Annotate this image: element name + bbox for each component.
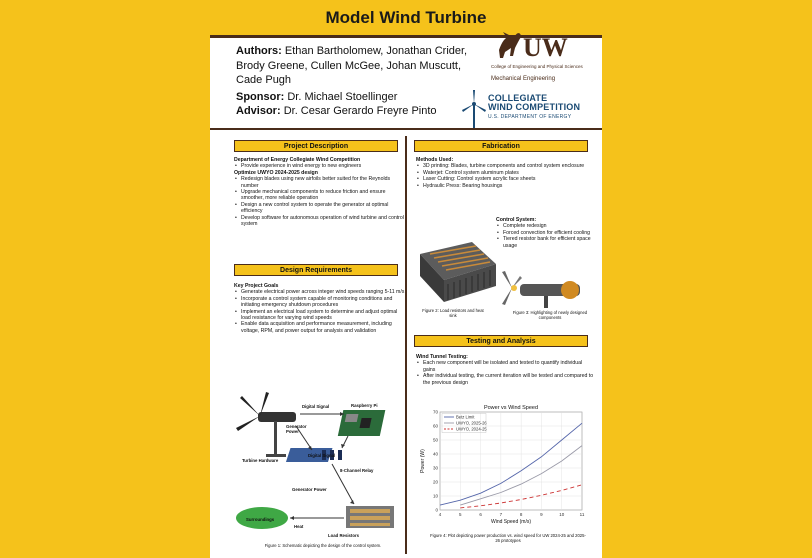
advisor-line [236,104,486,119]
control-bullet: • Forced convection for efficient cooling [496,230,596,236]
testing-heading: Testing and Analysis [414,335,588,347]
cwc-title [488,94,580,112]
y-tick-label: 60 [432,423,438,429]
relay-label: 8-Channel Relay [340,468,374,473]
project-description-body [234,157,406,227]
heat-label: Heat [294,524,304,529]
testing-list [416,360,596,386]
load-resistors-icon [346,506,394,528]
dr-bullet: • Implement an electrical load system to determine and adjust optimal load resistance for varying wind speeds [234,309,406,322]
x-tick-label: 10 [559,512,565,517]
fab-bullet: • 3D printing: Blades, turbine components and control system enclosure [416,163,596,169]
y-tick-label: 10 [432,493,438,499]
x-tick-label: 4 [438,512,442,517]
control-list [496,223,596,249]
cwc-line-2: WIND COMPETITION [488,102,581,112]
fab-subheading: Methods Used: [416,157,454,163]
y-tick-label: 30 [432,465,438,471]
legend-entry: Betz Limit [456,414,475,420]
x-tick-label: 7 [499,512,503,517]
design-requirements-heading: Design Requirements [234,264,398,276]
dr-bullet: • Incorporate a control system capable of monitoring conditions and initiating emergency shutdown procedures [234,296,406,309]
pd-bullet: • Provide experience in wind energy to new engineers [234,163,406,169]
sponsor-label: Sponsor: [236,90,285,103]
load-resistors-label: Load Resistors [328,533,360,538]
info-block [236,44,486,119]
x-tick-label: 5 [459,512,462,517]
fab-list [416,163,596,189]
legend-entry: UWYO, 2024-25 [456,426,487,432]
turbine-hardware-label: Turbine Hardware [242,458,279,463]
fab-bullet: • Laser Cutting: Control system acrylic face sheets [416,176,596,182]
dr-bullet: • Enable data acquisition and performance measurement, including voltage, RPM, and power output for analysis and validation [234,321,406,334]
generator-power-label-1: Generator Power [286,424,307,434]
y-tick-label: 40 [432,451,438,457]
sponsor-line [236,90,486,105]
turbine-components-render [500,268,596,308]
fab-bullet: • Hydraulic Press: Bearing housings [416,183,596,189]
testing-bullet: • Each new component will be isolated and tested to quantify individual gains [416,360,596,373]
pd-line-2: Optimize UWYO 2024-2025 design [234,169,318,176]
x-tick-label: 8 [519,512,523,517]
x-tick-label: 11 [579,512,585,517]
authors-names: Ethan Bartholomew, Jonathan Crider, Brody Greene, Cullen McGee, Johan Muscutt, Cade Pugh [236,45,468,86]
y-tick-label: 20 [432,479,438,485]
dr-subheading: Key Project Goals [234,283,279,289]
pd-line-1: Department of Energy Collegiate Wind Competition [234,157,361,163]
uw-bucking-horse-icon [493,28,588,62]
cwc-doe-text: U.S. DEPARTMENT OF ENERGY [488,114,572,120]
fabrication-heading: Fabrication [414,140,588,152]
authors-line [236,44,486,88]
power-vs-wind-speed-chart [416,400,594,532]
x-tick-label: 6 [479,512,482,517]
dr-list [234,289,406,334]
uw-logo [485,28,595,96]
generator-power-label-2: Generator Power [292,487,327,492]
poster-title: Model Wind Turbine [325,7,487,27]
y-tick-label: 50 [432,437,438,443]
pd-bullet: • Upgrade mechanical components to reduce friction and ensure smoother, more reliable operation [234,189,406,202]
y-tick-label: 0 [435,507,438,513]
pd-list-1 [234,163,406,169]
load-resistors-photo [416,236,500,308]
cwc-line-1: COLLEGIATE [488,93,548,103]
x-tick-label: 9 [540,512,543,517]
testing-subheading: Wind Tunnel Testing: [416,354,468,360]
poster [210,0,602,558]
pd-bullet: • Develop software for autonomous operation of wind turbine and control system [234,215,406,228]
control-system-schematic [230,388,406,550]
pd-bullet: • Redesign blades using new airfoils better suited for the Reynolds number [234,176,406,189]
testing-bullet: • After individual testing, the current iteration will be tested and compared to the previous design [416,373,596,386]
section-divider [210,128,602,130]
authors-label: Authors: [236,45,282,57]
figure-3-caption: Figure 3: Highlighting of newly designed components [512,310,588,320]
control-heading: Control System: [496,217,537,223]
raspberry-pi-icon [338,410,386,436]
design-requirements-body [234,283,406,334]
advisor-name: Dr. Cesar Gerardo Freyre Pinto [283,105,437,117]
fab-bullet: • Waterjet: Control system aluminum plates [416,170,596,176]
wind-turbine-logo-icon [462,90,486,128]
uw-dept-text: Mechanical Engineering [491,76,556,82]
digital-signal-label-2: Digital Signal [308,453,336,458]
uw-mark-text: UW [523,33,568,62]
legend-entry: UWYO, 2025-26 [456,420,487,426]
figure-4-caption: Figure 4: Plot depicting power production vs. wind speed for UW 2024-25 and 2025-26 prototypes [430,533,586,543]
surroundings-label: Surroundings [246,517,275,522]
project-description-heading: Project Description [234,140,398,152]
uw-college-text: College of Engineering and Physical Sciences [491,64,583,69]
fabrication-body [416,157,596,189]
y-axis-label: Power (W) [420,449,426,473]
y-tick-label: 70 [432,409,438,415]
advisor-label: Advisor: [236,105,281,117]
chart-title: Power vs Wind Speed [483,405,539,411]
pd-list-2 [234,176,406,227]
dr-bullet: • Generate electrical power across integer wind speeds ranging 5-11 m/s [234,289,406,295]
control-bullet: • Complete redesign [496,223,596,229]
figure-2-caption: Figure 2: Load resistors and heat sink [422,308,484,318]
figure-1-caption: Figure 1: Schematic depicting the design of the control system. [264,543,382,548]
sponsor-name: Dr. Michael Stoellinger [287,90,398,103]
cwc-logo [462,90,602,130]
control-system-body [496,217,596,249]
pd-bullet: • Design a new control system to operate the generator at optimal efficiency [234,202,406,215]
control-bullet: • Tiered resistor bank for efficient space usage [496,236,596,249]
x-axis-label: Wind Speed (m/s) [490,519,532,525]
raspberry-pi-label: Raspberry Pi [351,403,378,408]
testing-body [416,354,596,386]
digital-signal-label-1: Digital Signal [302,404,330,409]
